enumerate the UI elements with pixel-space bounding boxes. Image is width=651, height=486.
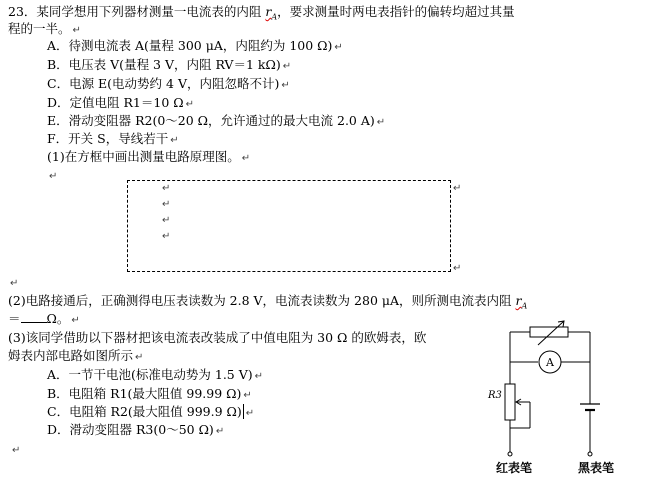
option-d: D．定值电阻 R1＝10 Ω ↵: [47, 95, 194, 110]
para-mark: ↵: [49, 171, 58, 182]
option-f: F．开关 S，导线若干 ↵: [47, 131, 179, 146]
option-e: E．滑动变阻器 R2(0～20 Ω，允许通过的最大电流 2.0 A) ↵: [47, 113, 386, 128]
option-a: A．待测电流表 A(量程 300 μA，内阻约为 100 Ω) ↵: [47, 38, 343, 53]
answer-box[interactable]: [127, 180, 451, 272]
para-mark: ↵: [162, 199, 171, 210]
option3-c: C．电阻箱 R2(最大阻值 999.9 Ω) ↵: [47, 404, 255, 419]
option3-a: A．一节干电池(标准电动势为 1.5 V) ↵: [47, 367, 264, 382]
para-mark: ↵: [162, 183, 171, 194]
option3-b: B．电阻箱 R1(最大阻值 99.99 Ω) ↵: [47, 386, 252, 401]
ohmmeter-circuit-diagram: [470, 320, 645, 480]
question-stem-line2: 程的一半。 ↵: [8, 21, 81, 36]
option3-d: D．滑动变阻器 R3(0～50 Ω) ↵: [47, 422, 225, 437]
red-probe-terminal: [508, 452, 512, 456]
rheostat-label: R3: [488, 390, 502, 401]
part2-line2: ＝ Ω。 ↵: [8, 311, 80, 326]
question-stem-line1: 23．某同学想用下列器材测量一电流表的内阻 $r_A$，要求测量时两电表指针的偏转均超过其量: [8, 4, 515, 22]
answer-blank[interactable]: [21, 311, 47, 323]
para-mark: ↵: [453, 183, 462, 194]
black-probe-terminal: [588, 452, 592, 456]
para-mark: ↵: [12, 445, 21, 456]
para-mark: ↵: [162, 215, 171, 226]
para-mark: ↵: [162, 231, 171, 242]
red-probe-label: 红表笔: [495, 461, 533, 475]
option-c: C．电源 E(电动势约 4 V，内阻忽略不计) ↵: [47, 76, 290, 91]
part2-line1: (2)电路接通后，正确测得电压表读数为 2.8 V，电流表读数为 280 μA，则所测电流表内阻 $r_A$: [8, 293, 528, 311]
para-mark: ↵: [10, 278, 19, 289]
part3-line1: (3)该同学借助以下器材把该电流表改装成了中值电阻为 30 Ω 的欧姆表，欧: [8, 330, 427, 345]
part1-text: (1)在方框中画出测量电路原理图。 ↵: [47, 149, 251, 164]
black-probe-label: 黑表笔: [577, 461, 615, 475]
ra-symbol: $r_A$: [265, 4, 278, 22]
part3-line2: 姆表内部电路如图所示 ↵: [8, 348, 144, 363]
variable-arrow-icon: [538, 321, 564, 345]
option-b: B．电压表 V(量程 3 V，内阻 RV＝1 kΩ) ↵: [47, 57, 292, 72]
ammeter-label: A: [546, 356, 554, 369]
rheostat-r3: [505, 384, 515, 420]
para-mark: ↵: [453, 263, 462, 274]
